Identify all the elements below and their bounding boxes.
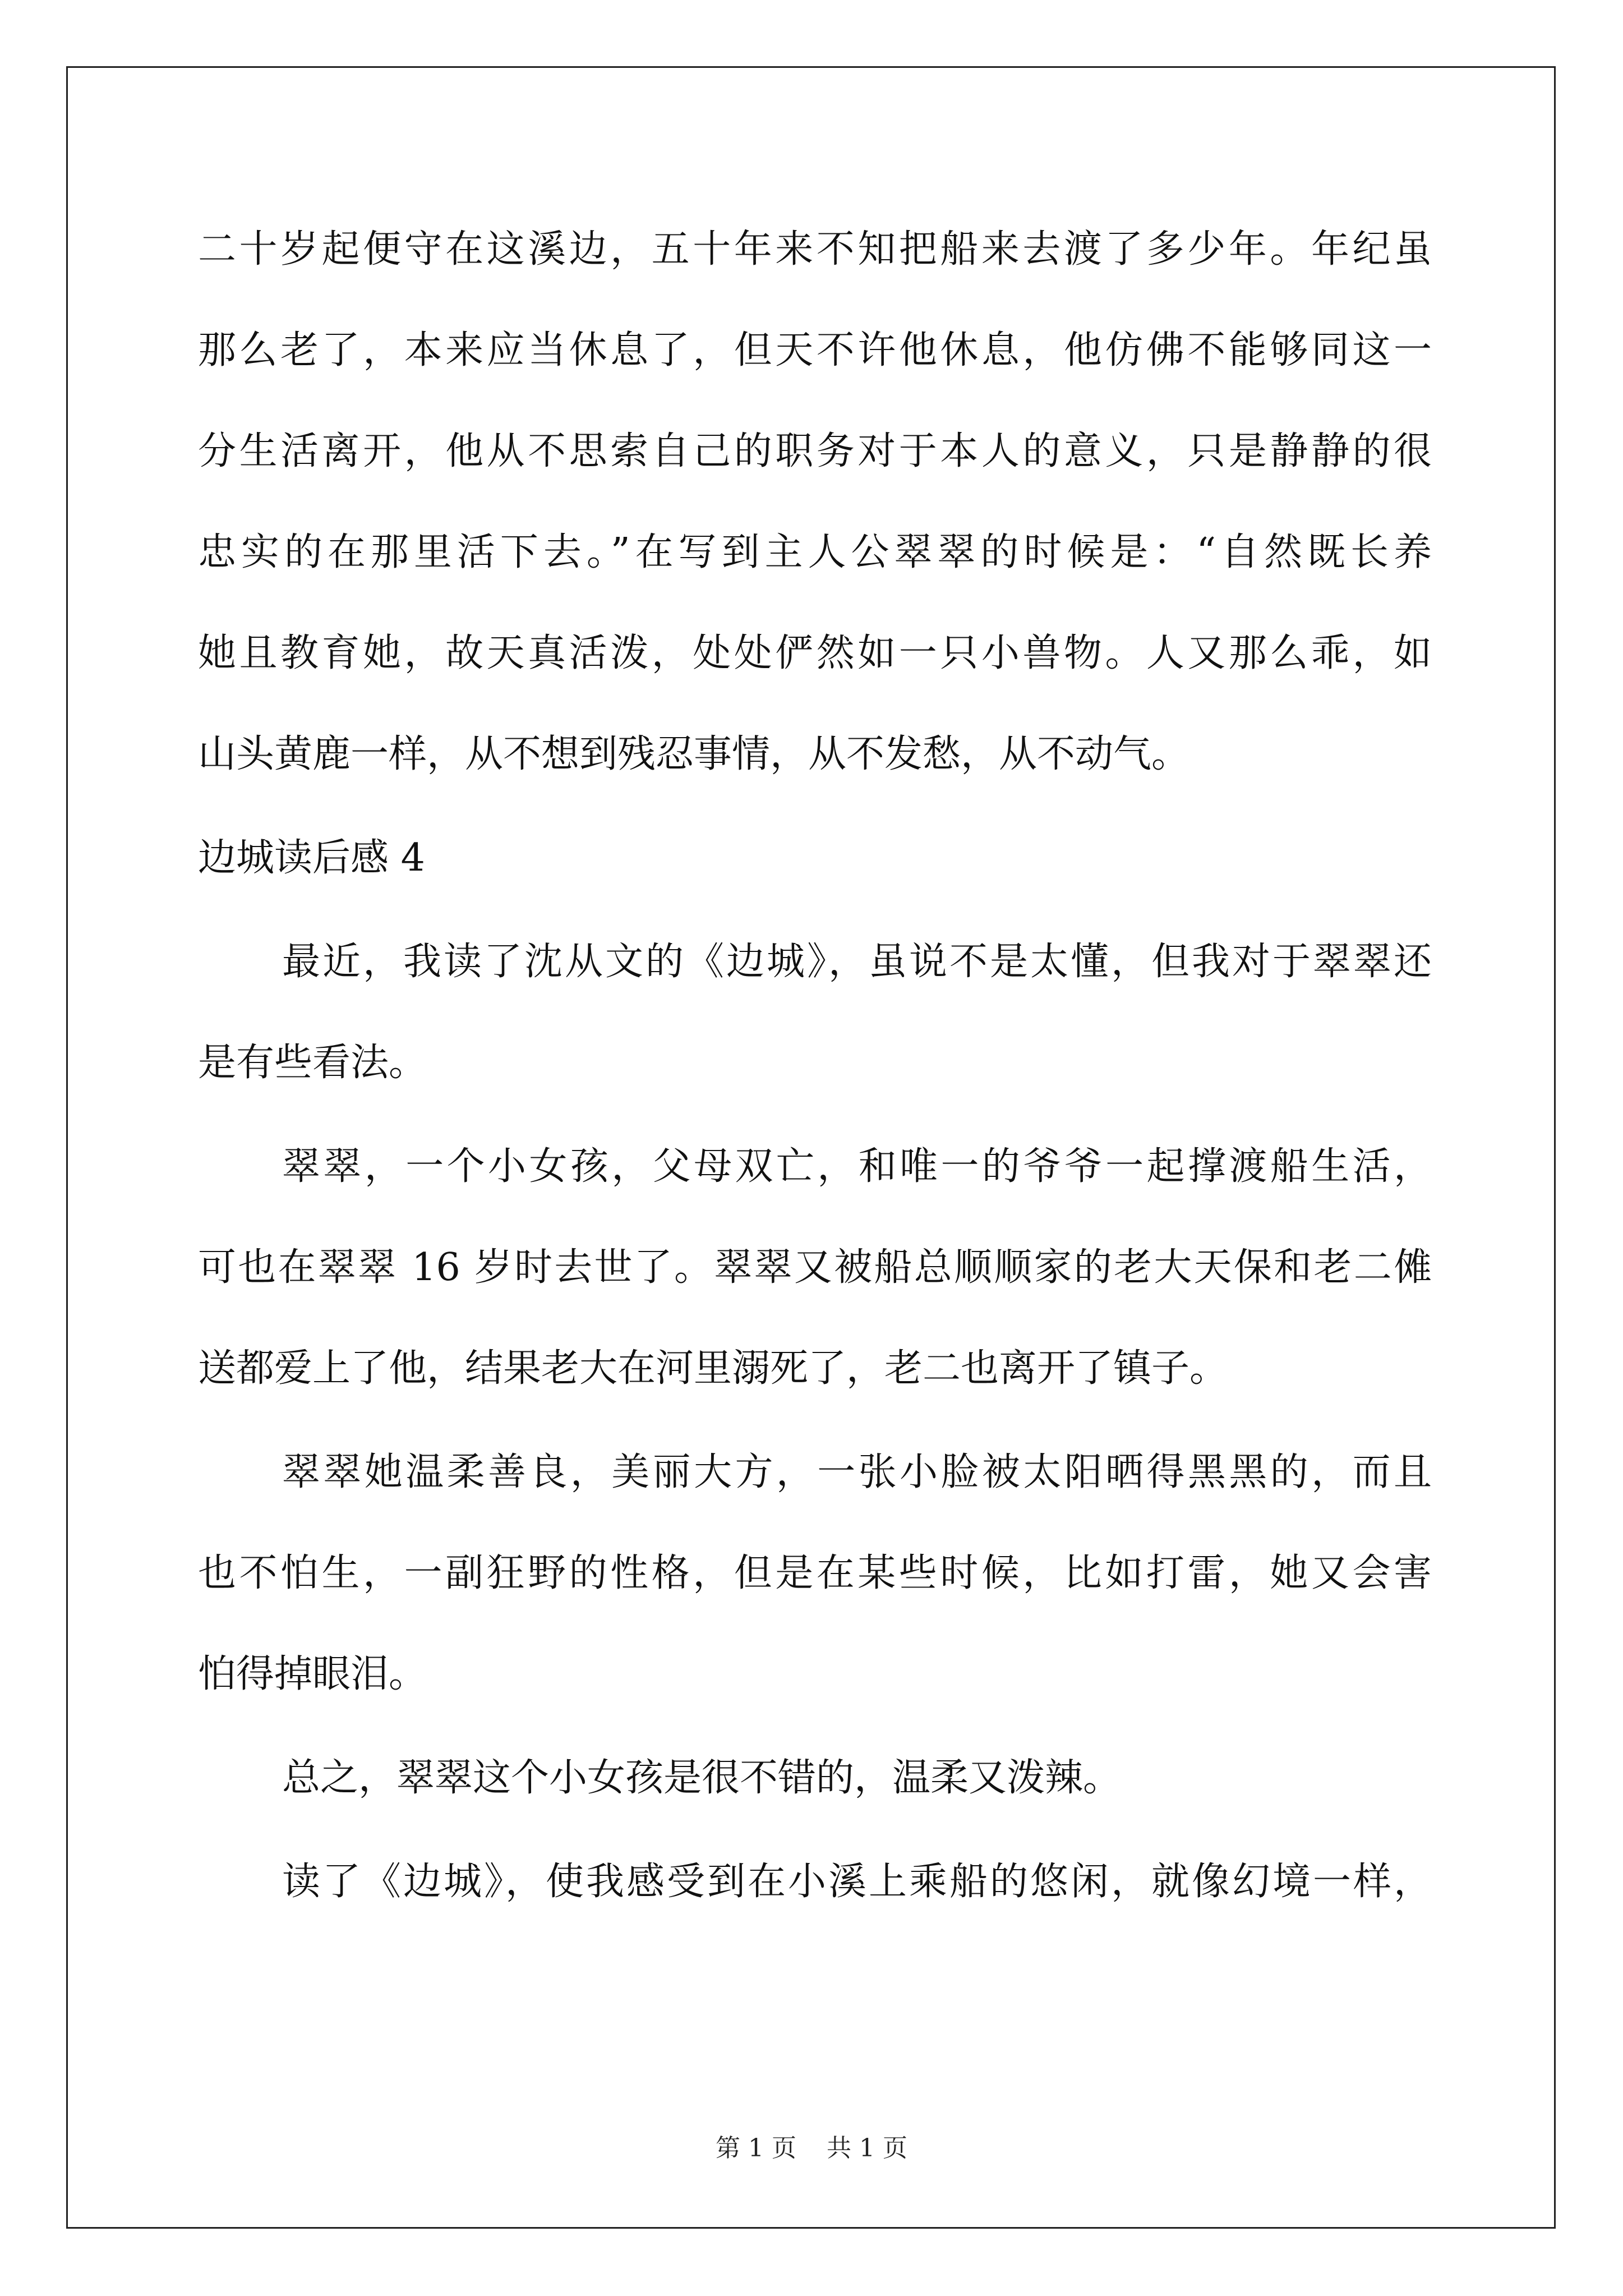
page-total: 共 1 页 (827, 2134, 907, 2162)
text-line: 送都爱上了他，结果老大在河里溺死了，老二也离开了镇子。 (198, 1346, 1228, 1391)
text-line: 是有些看法。 (198, 1041, 427, 1085)
text-line: 怕得掉眼泪。 (198, 1652, 427, 1696)
text-line: 总之，翠翠这个小女孩是很不错的，温柔又泼辣。 (282, 1756, 1122, 1800)
text-line: 那么老了，本来应当休息了，但天不许他休息，他仿佛不能够同这一 (198, 328, 1432, 372)
text-line: 读了《边城》，使我感受到在小溪上乘船的悠闲，就像幻境一样， (282, 1860, 1432, 1904)
text-line: 她且教育她，故天真活泼，处处俨然如一只小兽物。人又那么乖，如 (198, 631, 1432, 675)
page-number: 第 1 页 (716, 2134, 796, 2162)
text-line: 也不怕生，一副狂野的性格，但是在某些时候，比如打雷，她又会害 (198, 1551, 1432, 1595)
text-line: 山头黄鹿一样，从不想到残忍事情，从不发愁，从不动气。 (198, 732, 1190, 776)
text-line: 最近，我读了沈从文的《边城》，虽说不是太懂，但我对于翠翠还 (282, 940, 1432, 984)
text-line: 可也在翠翠 16 岁时去世了。翠翠又被船总顺顺家的老大天保和老二傩 (198, 1245, 1432, 1290)
section-heading: 边城读后感 4 (198, 836, 425, 880)
text-line: 二十岁起便守在这溪边，五十年来不知把船来去渡了多少年。年纪虽 (198, 227, 1432, 272)
text-line: 翠翠，一个小女孩，父母双亡，和唯一的爷爷一起撑渡船生活， (282, 1144, 1432, 1189)
text-line: 翠翠她温柔善良，美丽大方，一张小脸被太阳晒得黑黑的，而且 (282, 1450, 1432, 1494)
text-line: 忠实的在那里活下去。”在写到主人公翠翠的时候是：“自然既长养 (198, 530, 1432, 574)
page-footer (0, 2132, 1623, 2165)
text-line: 分生活离开，他从不思索自己的职务对于本人的意义，只是静静的很 (198, 429, 1432, 473)
